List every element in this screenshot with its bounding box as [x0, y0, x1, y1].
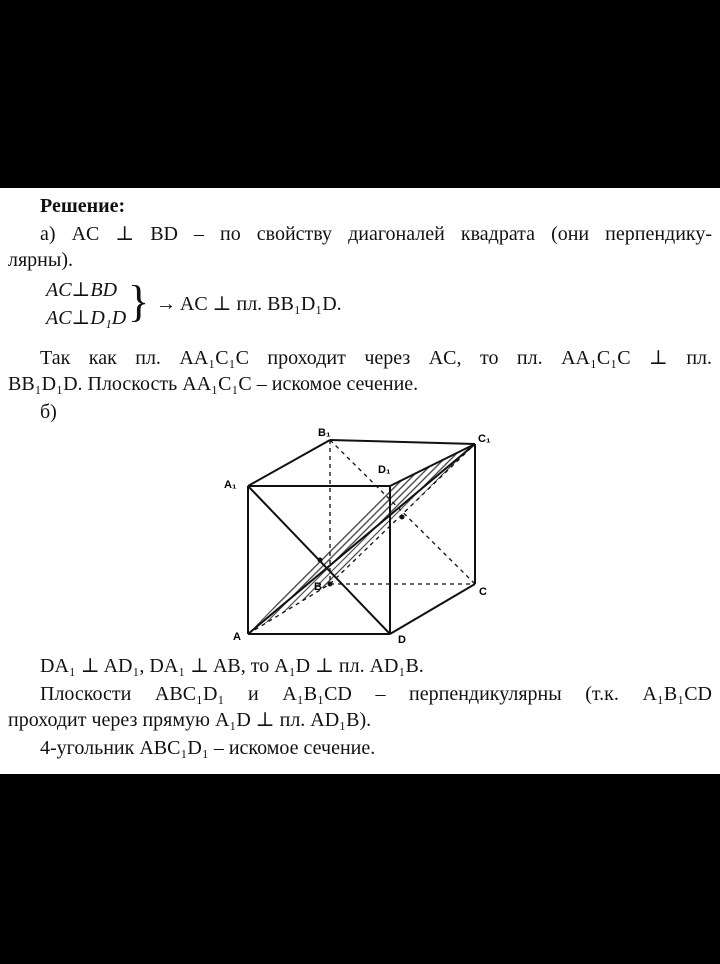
edge-B1C1: [330, 440, 475, 444]
part-b-label: б): [40, 401, 57, 423]
part-b-line-3: проходит через прямую A₁D ⊥ пл. AD₁B).: [8, 709, 372, 731]
system-line-1: AC⊥BD: [46, 279, 118, 301]
label-D: D: [398, 634, 406, 646]
label-C1: C₁: [478, 433, 491, 445]
part-b-line-4: 4-угольник ABC₁D₁ – искомое сечение.: [40, 737, 376, 759]
part-b-line-1: DA₁ ⊥ AD₁, DA₁ ⊥ AB, то A₁D ⊥ пл. AD₁B.: [40, 655, 424, 677]
system-brace: }: [128, 277, 150, 326]
part-b-line-2: Плоскости ABC₁D₁ и A₁B₁CD – перпендикулярны (т.к. A₁B₁CD: [40, 683, 712, 705]
part-a-line-1: а) AC ⊥ BD – по свойству диагоналей квадрата (они перпендику-: [40, 223, 712, 245]
part-a-line-4: BB₁D₁D. Плоскость AA₁C₁C – искомое сечение.: [8, 373, 419, 395]
label-D1: D₁: [378, 464, 391, 476]
part-a-line-2: лярны).: [8, 249, 73, 271]
label-A: A: [233, 631, 241, 643]
intersection-point: [318, 558, 323, 563]
edge-DC: [390, 584, 475, 634]
system-line-2: AC⊥D₁D: [46, 307, 127, 329]
part-a-line-3: Так как пл. AA₁C₁C проходит через AC, то пл. AA₁C₁C ⊥ пл.: [40, 347, 712, 369]
label-C: C: [479, 586, 487, 598]
vertex-B-dot: [328, 582, 333, 587]
section-point: [400, 515, 405, 520]
system-result: → AC ⊥ пл. BB₁D₁D.: [156, 293, 342, 315]
label-B: B: [314, 581, 322, 593]
document-page: [0, 188, 720, 774]
edge-A1B1: [248, 440, 330, 486]
label-B1: B₁: [318, 427, 331, 439]
label-A1: A₁: [224, 479, 237, 491]
diag-BC1-hidden: [330, 444, 475, 584]
solution-heading: Решение:: [40, 195, 126, 217]
